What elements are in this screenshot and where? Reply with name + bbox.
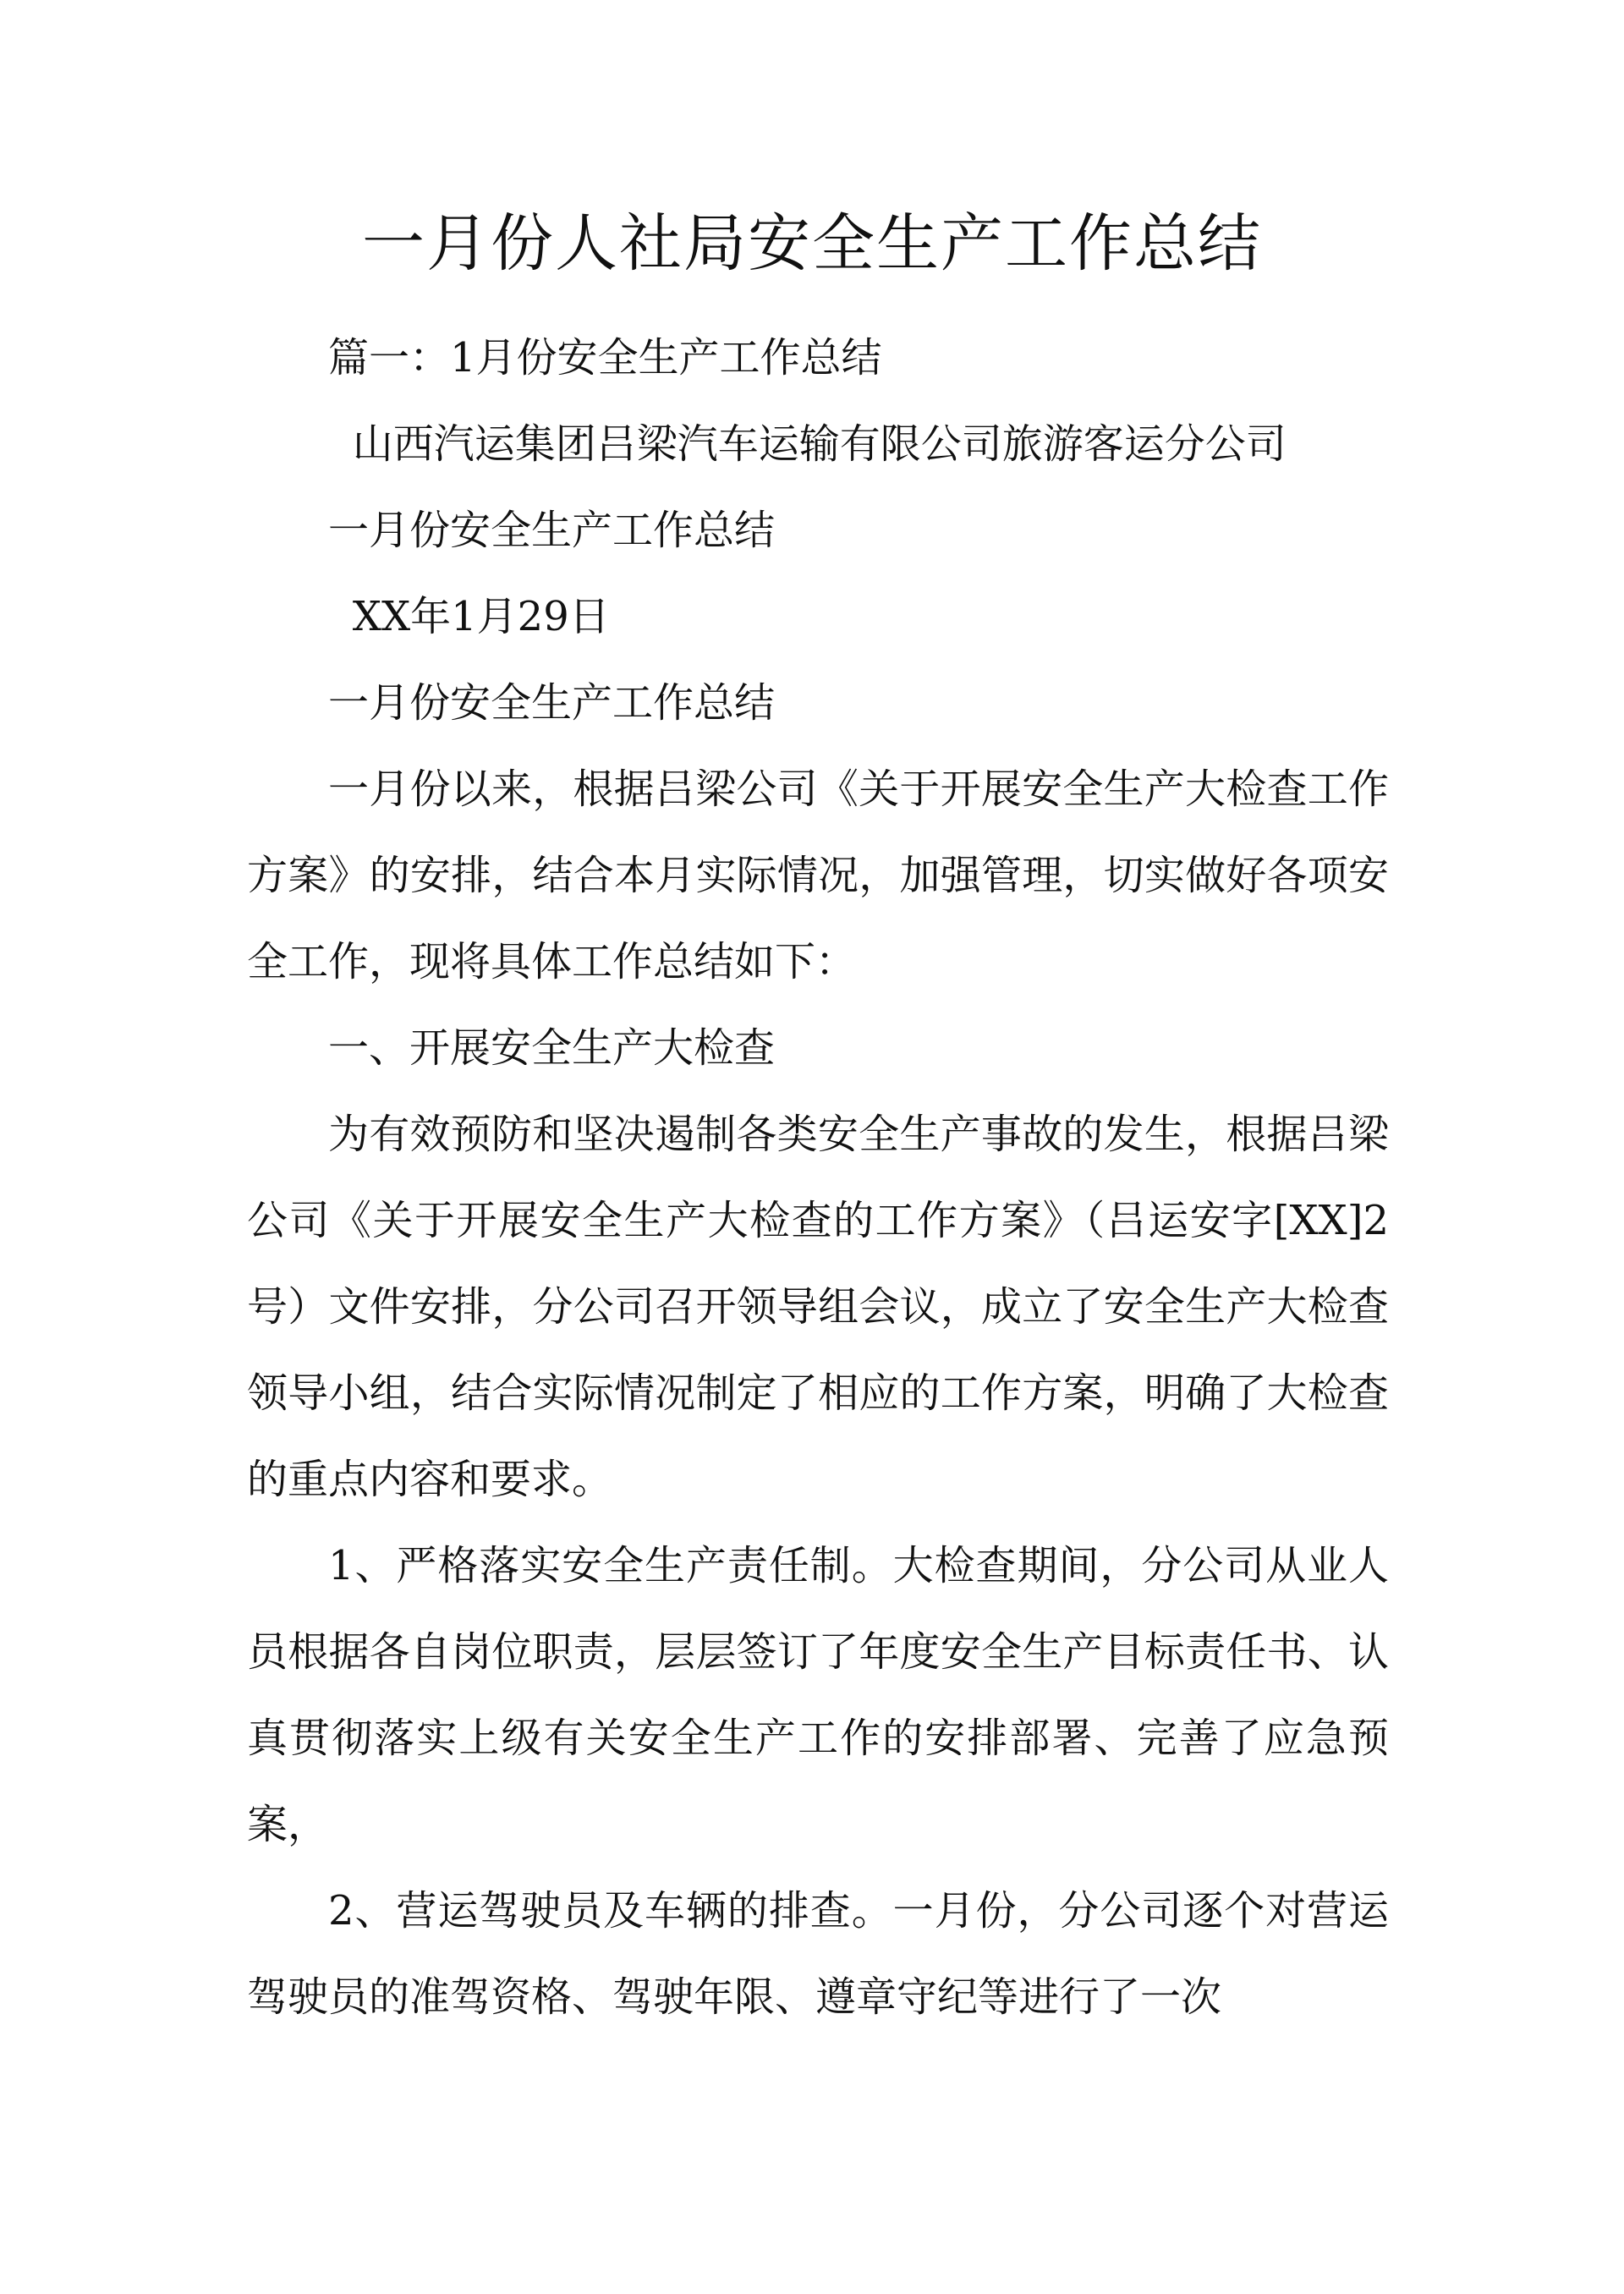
paragraph: 2、营运驾驶员及车辆的排查。一月份，分公司逐个对营运驾驶员的准驾资格、驾驶年限、遵章守纪等进行了一次 [247,1887,1389,2021]
paragraph: 一月份安全生产工作总结 [328,679,776,727]
paragraph: 1、严格落实安全生产责任制。大检查期间，分公司从业人员根据各自岗位职责，层层签订了年度安全生产目标责任书、认真贯彻落实上级有关安全生产工作的安排部署、完善了应急预案， [247,1542,1389,1848]
section-heading: 一、开展安全生产大检查 [328,1024,776,1072]
paragraph: 一月份安全生产工作总结 [328,507,776,554]
paragraph: 为有效预防和坚决遏制各类安全生产事故的发生，根据吕梁公司《关于开展安全生产大检查的工作方案》（吕运安字[XX]2号）文件安排，分公司召开领导组会议，成立了安全生产大检查领导小组，结合实际情况制定了相应的工作方案，明确了大检查的重点内容和要求。 [247,1111,1389,1503]
document-body [247,315,1389,2040]
paragraph: XX年1月29日 [352,593,610,640]
paragraph: 山西汽运集团吕梁汽车运输有限公司旅游客运分公司 [352,420,1287,468]
document-title: 一月份人社局安全生产工作总结 [362,207,1262,280]
paragraph: 一月份以来，根据吕梁公司《关于开展安全生产大检查工作方案》的安排，结合本月实际情况，加强管理，切实做好各项安全工作，现将具体工作总结如下： [247,766,1389,985]
paragraph: 篇一：1月份安全生产工作总结 [328,334,882,381]
